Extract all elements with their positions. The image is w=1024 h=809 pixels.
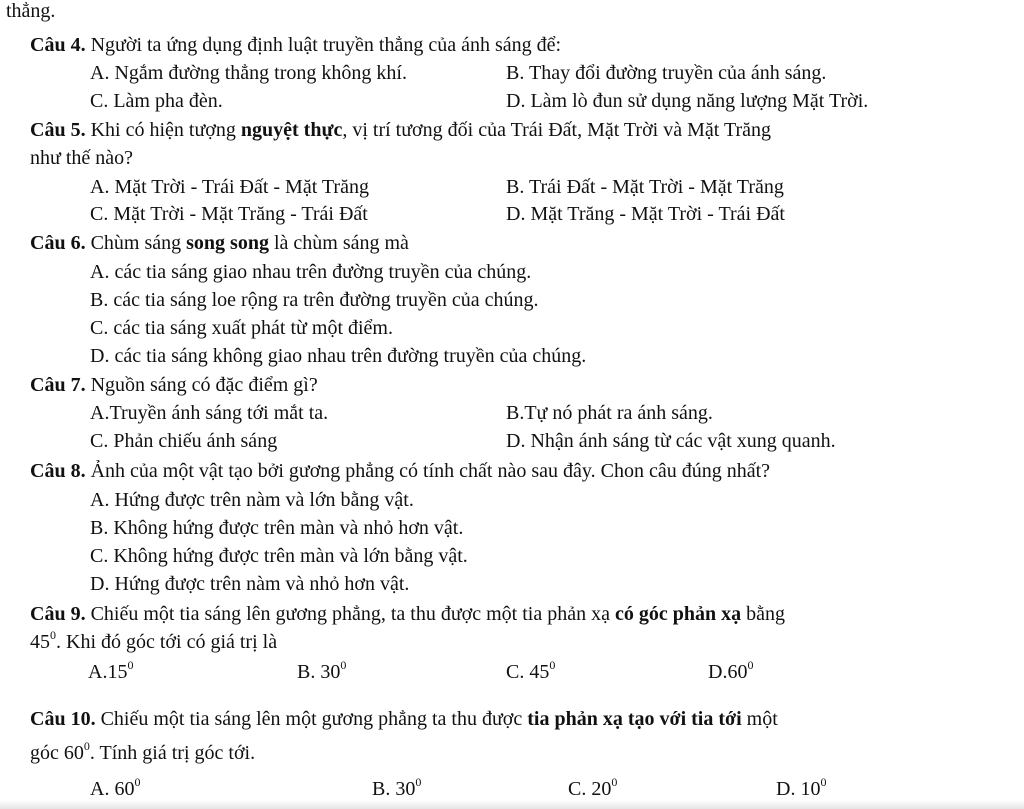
question-6-stem: Câu 6. Chùm sáng song song là chùm sáng mà: [30, 232, 409, 254]
question-8-option-d: D. Hứng được trên nàm và nhỏ hơn vật.: [90, 573, 410, 595]
question-8-option-a: A. Hứng được trên nàm và lớn bằng vật.: [90, 489, 414, 511]
question-7-option-a: A.Truyền ánh sáng tới mắt ta.: [90, 402, 329, 424]
question-4-stem: Câu 4. Người ta ứng dụng định luật truyền thẳng của ánh sáng để:: [30, 34, 562, 56]
question-9-option-c: C. $45^0$: [506, 658, 556, 683]
question-6-option-a: A. các tia sáng giao nhau trên đường truyền của chúng.: [90, 261, 532, 283]
question-5-option-c: C. Mặt Trời - Mặt Trăng - Trái Đất: [90, 203, 368, 225]
question-7-option-b: B.Tự nó phát ra ánh sáng.: [506, 402, 713, 424]
question-9-option-d: $D.60^0$: [708, 658, 754, 683]
question-10-stem-line2: góc $60^0$. Tính giá trị góc tới.: [30, 739, 256, 764]
question-4-option-d: D. Làm lò đun sử dụng năng lượng Mặt Trời.: [506, 90, 869, 112]
question-4-option-b: B. Thay đổi đường truyền của ánh sáng.: [506, 62, 827, 84]
question-6-option-b: B. các tia sáng loe rộng ra trên đường truyền của chúng.: [90, 289, 539, 311]
question-9-stem: Câu 9. Chiếu một tia sáng lên gương phẳng, ta thu được một tia phản xạ có góc phản xạ bằng: [30, 603, 785, 625]
question-9-stem-line2: $45^0$. Khi đó góc tới có giá trị là: [30, 628, 278, 653]
question-6-option-d: D. các tia sáng không giao nhau trên đường truyền của chúng.: [90, 345, 587, 367]
question-8-option-b: B. Không hứng được trên màn và nhỏ hơn vật.: [90, 517, 464, 539]
question-5-stem-line2: như thế nào?: [30, 147, 134, 169]
question-10-option-a: A. $60^0$: [90, 775, 141, 800]
question-5-stem: Câu 5. Khi có hiện tượng nguyệt thực, vị trí tương đối của Trái Đất, Mặt Trời và Mặt Trăng: [30, 119, 772, 141]
question-10-option-b: B. $30^0$: [372, 775, 422, 800]
question-10-option-c: C. $20^0$: [568, 775, 618, 800]
question-4-option-a: A. Ngắm đường thẳng trong không khí.: [90, 62, 407, 84]
question-9-option-b: B. $30^0$: [297, 658, 347, 683]
question-8-option-c: C. Không hứng được trên màn và lớn bằng vật.: [90, 545, 468, 567]
question-10-stem: Câu 10. Chiếu một tia sáng lên một gương phẳng ta thu được tia phản xạ tạo với tia tới một: [30, 708, 778, 730]
question-7-option-c: C. Phản chiếu ánh sáng: [90, 430, 278, 452]
bottom-edge-shadow: [0, 800, 1024, 809]
question-6-option-c: C. các tia sáng xuất phát từ một điểm.: [90, 317, 393, 339]
question-10-option-d: D. $10^0$: [776, 775, 827, 800]
question-4-option-c: C. Làm pha đèn.: [90, 90, 223, 112]
question-5-option-a: A. Mặt Trời - Trái Đất - Mặt Trăng: [90, 176, 369, 198]
question-9-option-a: $A.15^0$: [88, 658, 134, 683]
intro-tail: thẳng.: [6, 0, 56, 22]
question-7-stem: Câu 7. Nguồn sáng có đặc điểm gì?: [30, 374, 318, 396]
question-7-option-d: D. Nhận ánh sáng từ các vật xung quanh.: [506, 430, 836, 452]
question-5-option-b: B. Trái Đất - Mặt Trời - Mặt Trăng: [506, 176, 784, 198]
question-8-stem: Câu 8. Ảnh của một vật tạo bởi gương phẳng có tính chất nào sau đây. Chon câu đúng nhất?: [30, 460, 771, 482]
question-5-option-d: D. Mặt Trăng - Mặt Trời - Trái Đất: [506, 203, 785, 225]
